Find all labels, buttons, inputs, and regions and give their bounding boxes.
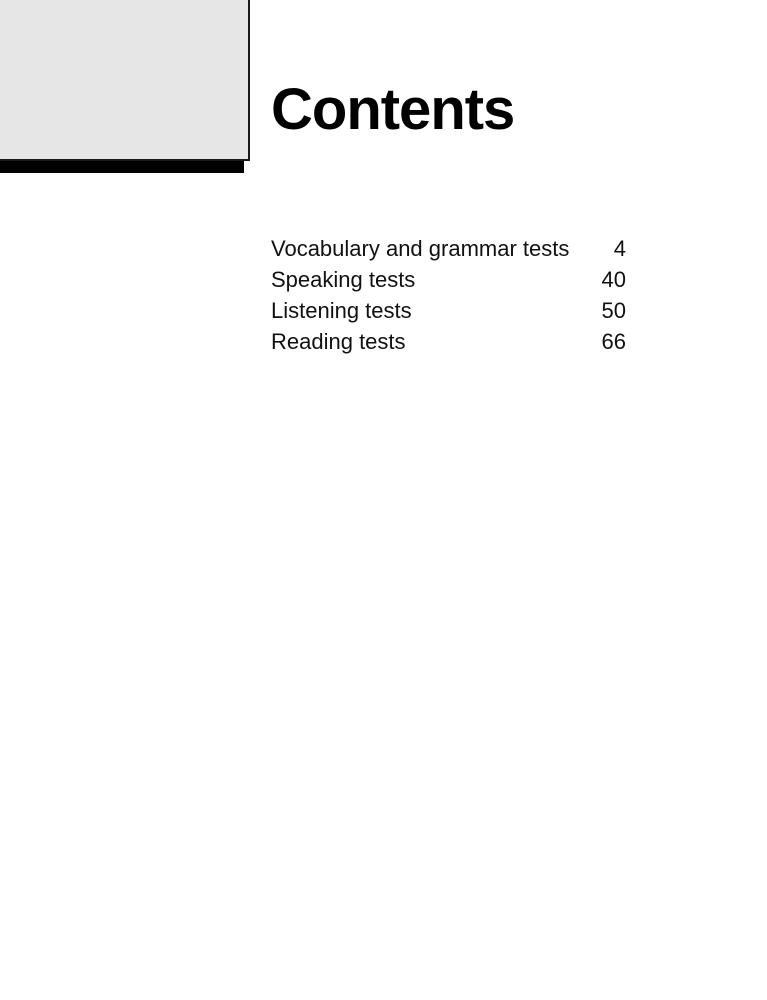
- table-of-contents: [271, 233, 626, 357]
- toc-entry-page-number: 40: [601, 267, 626, 292]
- decorative-panel-shadow: [0, 161, 244, 173]
- toc-entry-page-number: 66: [601, 329, 626, 354]
- toc-entry-page-number: 50: [601, 298, 626, 323]
- toc-entry-label: Listening tests: [271, 298, 412, 323]
- toc-entry-label: Reading tests: [271, 329, 406, 354]
- toc-entry-vocabulary-grammar[interactable]: [271, 233, 626, 264]
- toc-entry-label: Vocabulary and grammar tests: [271, 236, 570, 261]
- toc-entry-listening[interactable]: [271, 295, 626, 326]
- toc-entry-label: Speaking tests: [271, 267, 416, 292]
- toc-entry-reading[interactable]: [271, 326, 626, 357]
- page-title: Contents: [271, 77, 515, 142]
- toc-entry-speaking[interactable]: [271, 264, 626, 295]
- toc-entry-page-number: 4: [613, 236, 626, 261]
- decorative-gray-panel: [0, 0, 250, 161]
